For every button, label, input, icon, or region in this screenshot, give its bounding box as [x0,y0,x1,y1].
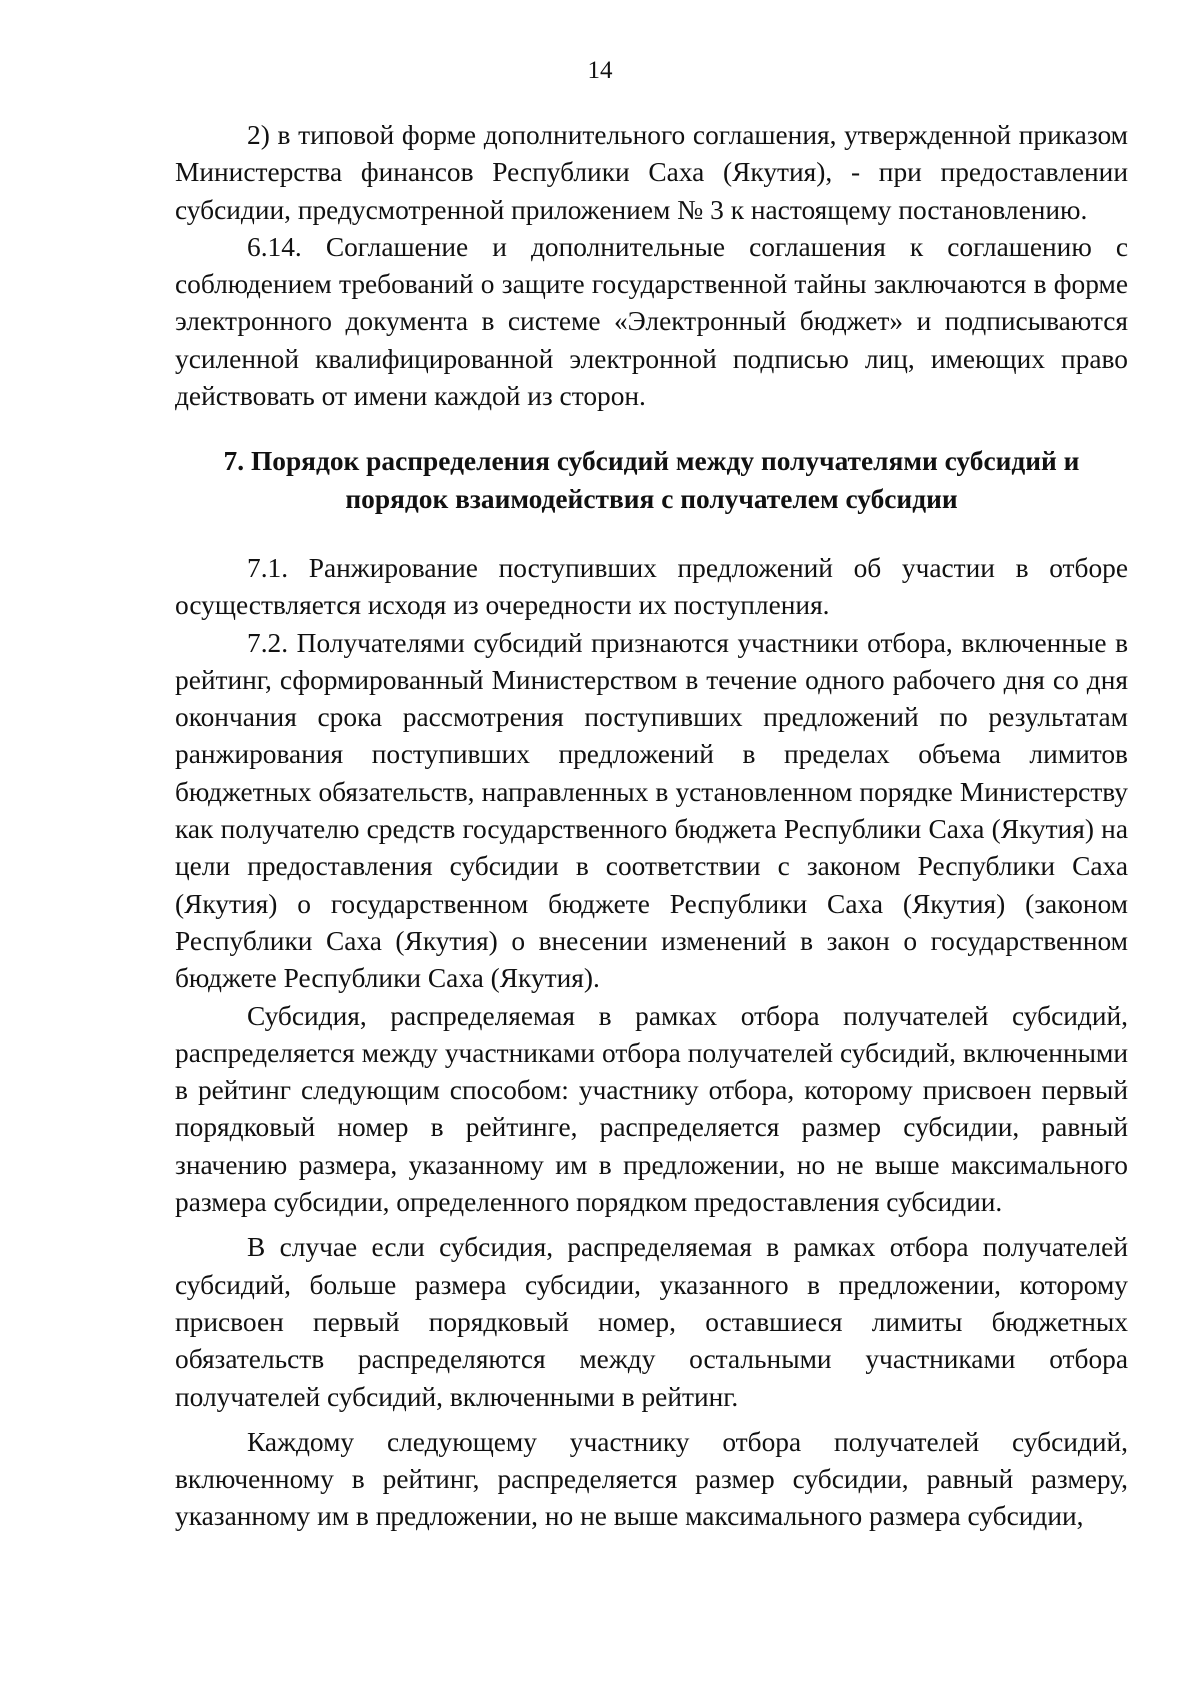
page-number: 14 [587,57,613,84]
section-7-heading-line1: 7. Порядок распределения субсидий между получателями субсидий и [223,446,1080,477]
paragraph-remaining-limits: В случае если субсидия, распределяемая в рамках отбора получателей субсидий, больше размера субсидии, указанного в предложении, которому присвоен первый порядковый номер, оставшиеся лимиты бюджетных обязательств распределяются между остальными участниками отбора получателей субсидий, включенными в рейтинг. [175,1232,1128,1412]
paragraph-7-2: 7.2. Получателями субсидий признаются участники отбора, включенные в рейтинг, сформированный Министерством в течение одного рабочего дня со дня окончания срока рассмотрения поступивших предложений по результатам ранжирования поступивших предложений в пределах объема лимитов бюджетных обязательств, направленных в установленном порядке Министерству как получателю средств государственного бюджета Республики Саха (Якутия) на цели предоставления субсидии в соответствии с законом Республики Саха (Якутия) о государственном бюджете Республики Саха (Якутия) (законом Республики Саха (Якутия) о внесении изменений в закон о государственном бюджете Республики Саха (Якутия). [175,627,1128,994]
paragraph-6-14: 6.14. Соглашение и дополнительные соглашения к соглашению с соблюдением требований о защите государственной тайны заключаются в форме электронного документа в системе «Электронный бюджет» и подписываются усиленной квалифицированной электронной подписью лиц, имеющих право действовать от имени каждой из сторон. [175,231,1128,412]
paragraph-7-1: 7.1. Ранжирование поступивших предложений об участии в отборе осуществляется исходя из очередности их поступления. [175,552,1128,621]
section-7-heading-line2: порядок взаимодействия с получателем субсидии [345,483,958,514]
paragraph-2-typical-form: 2) в типовой форме дополнительного соглашения, утвержденной приказом Министерства финансов Республики Саха (Якутия), - при предоставлении субсидии, предусмотренной приложением № 3 к настоящему постановлению. [175,120,1128,225]
paragraph-distribution-method: Субсидия, распределяемая в рамках отбора получателей субсидий, распределяется между участниками отбора получателей субсидий, включенными в рейтинг следующим способом: участнику отбора, которому присвоен первый порядковый номер в рейтинге, распределяется размер субсидии, равный значению размера, указанному им в предложении, но не выше максимального размера субсидии, определенного порядком предоставления субсидии. [175,1000,1128,1218]
paragraph-each-next-participant: Каждому следующему участнику отбора получателей субсидий, включенному в рейтинг, распределяется размер субсидии, равный размеру, указанному им в предложении, но не выше максимального размера субсидии, [175,1426,1128,1532]
document-body [175,117,1128,1536]
section-7-heading [175,443,1128,518]
